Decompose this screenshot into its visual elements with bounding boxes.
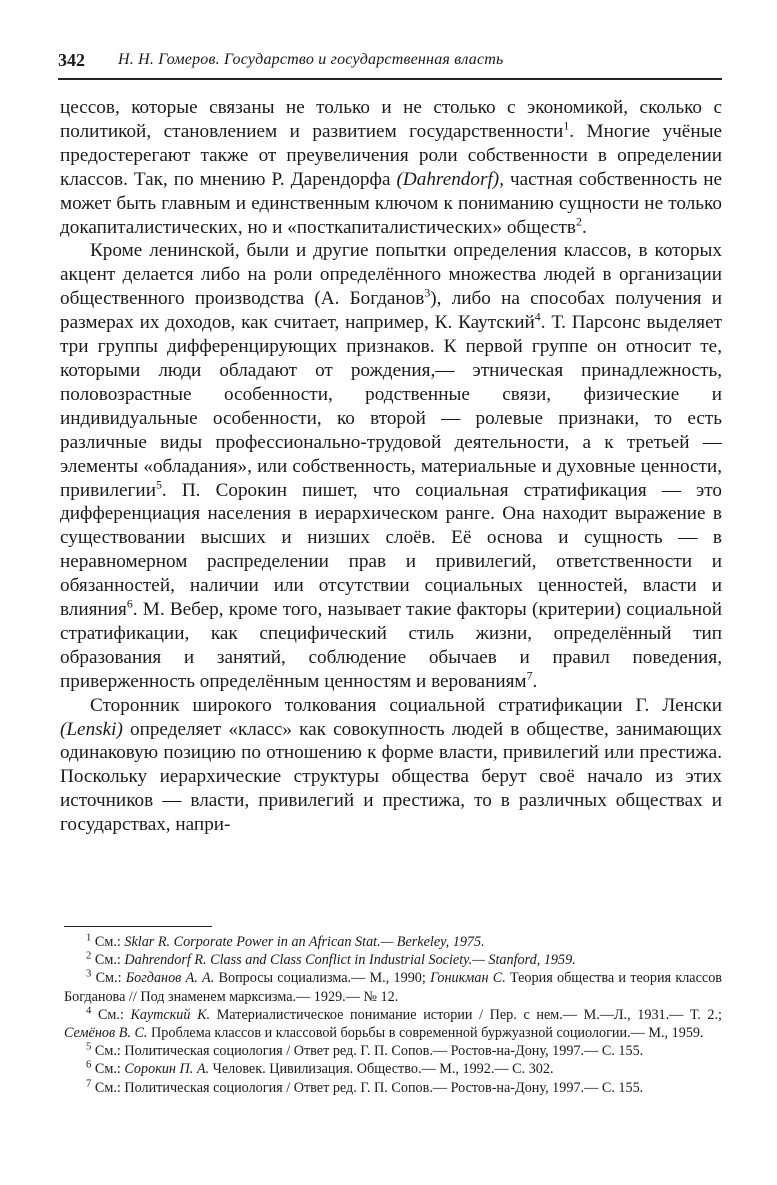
footnote-1: $^1$ См.: Sklar R. Corporate Power in an African Stat.— Berkeley, 1975. <box>86 932 485 950</box>
footnote-2: $^2$ См.: Dahrendorf R. Class and Class Conflict in Industrial Society.— Stanford, 1959. <box>86 950 576 969</box>
footnote-3: $^3$ См.: Богданов А. А. Вопросы социализма.— М., 1990; Гоникман С. Теория общества и теория классов Богданова // Под знаменем марксизма.— 1929.— № 12. <box>64 968 722 1005</box>
footnote-ref: 5 <box>155 477 162 492</box>
running-head: Н. Н. Гомеров. Государство и государственная власть <box>118 51 504 68</box>
paragraph-1: цессов, которые связаны не только и не столько с экономикой, сколько с политикой, становлением и развитием государственности$^1$. Многие учёные предостерегают также от преувеличения роли собственности в определении классов. Так, по мнению Р. Дарендорфа (Dahrendorf), частная собственность не может быть главным и единственным ключом к пониманию сущности не только докапиталистических, но и «посткапиталистических» обществ$^2$. <box>60 97 723 238</box>
paragraph-3: Сторонник широкого толкования социальной стратификации Г. Ленски (Lenski) определяет «класс» как совокупность людей в обществе, занимающих одинаковую позицию по отношению к форме власти, привилегий или престижа. Поскольку иерархические структуры общества берут своё начало из этих источников — власти, привилегий и престижа, то в различных обществах и государствах, напри- <box>60 694 722 836</box>
footnote-ref: 6 <box>126 596 133 611</box>
footnote-ref: 3 <box>424 285 431 300</box>
footnote-5: $^5$ См.: Политическая социология / Ответ ред. Г. П. Сопов.— Ростов-на-Дону, 1997.— С. 155. <box>86 1041 644 1060</box>
footnote-6: $^6$ См.: Сорокин П. А. Человек. Цивилизация. Общество.— М., 1992.— С. 302. <box>86 1059 554 1078</box>
page-number: 342 <box>58 50 85 70</box>
page-header <box>58 50 722 76</box>
main-text <box>60 96 722 837</box>
footnote-4: $^4$ См.: Каутский К. Материалистическое понимание истории / Пер. с нем.— М.—Л., 1931.— Т. 2.; Семёнов В. С. Проблема классов и классовой борьбы в современной буржуазной социологии.— М., 1959. <box>64 1005 722 1042</box>
footnote-ref: 7 <box>526 668 533 683</box>
footnote-ref: 2 <box>575 214 582 229</box>
footnote-7: $^7$ См.: Политическая социология / Ответ ред. Г. П. Сопов.— Ростов-на-Дону, 1997.— С. 155. <box>86 1077 644 1096</box>
footnote-ref: 4 <box>534 309 541 324</box>
paragraph-2: Кроме ленинской, были и другие попытки определения классов, в которых акцент делается либо на роли определённого множества людей в организации общественного производства (А. Богданов$^3$), либо на способах получения и размерах их доходов, как считает, например, К. Каутский$^4$. Т. Парсонс выделяет три группы дифференцирующих признаков. К первой группе он относит те, которыми люди обладают от рождения,— этническая принадлежность, половозрастные особенности, родственные связи, физические и индивидуальные особенности, ко второй — ролевые признаки, то есть различные виды профессионально-трудовой деятельности, а к третьей — элементы «обладания», или собственность, материальные и духовные ценности, привилегии$^5$. П. Сорокин пишет, что социальная стратификация — это дифференциация населения в иерархическом ранге. Она находит выражение в существовании высших и низших слоёв. Её основа и сущность — в неравномерном распределении прав и привилегий, ответственности и обязанностей, наличии или отсутствии социальных ценностей, власти и влияния$^6$. М. Вебер, кроме того, называет такие факторы (критерии) социальной стратификации, как специфический стиль жизни, определённый тип образования и занятий, соблюдение обычаев и правил поведения, приверженность определённым ценностям и верованиям$^7$. <box>60 240 722 692</box>
header-rule <box>58 78 722 80</box>
footnote-separator <box>64 926 212 927</box>
footnote-ref: 1 <box>563 118 570 133</box>
footnotes <box>64 933 722 1097</box>
